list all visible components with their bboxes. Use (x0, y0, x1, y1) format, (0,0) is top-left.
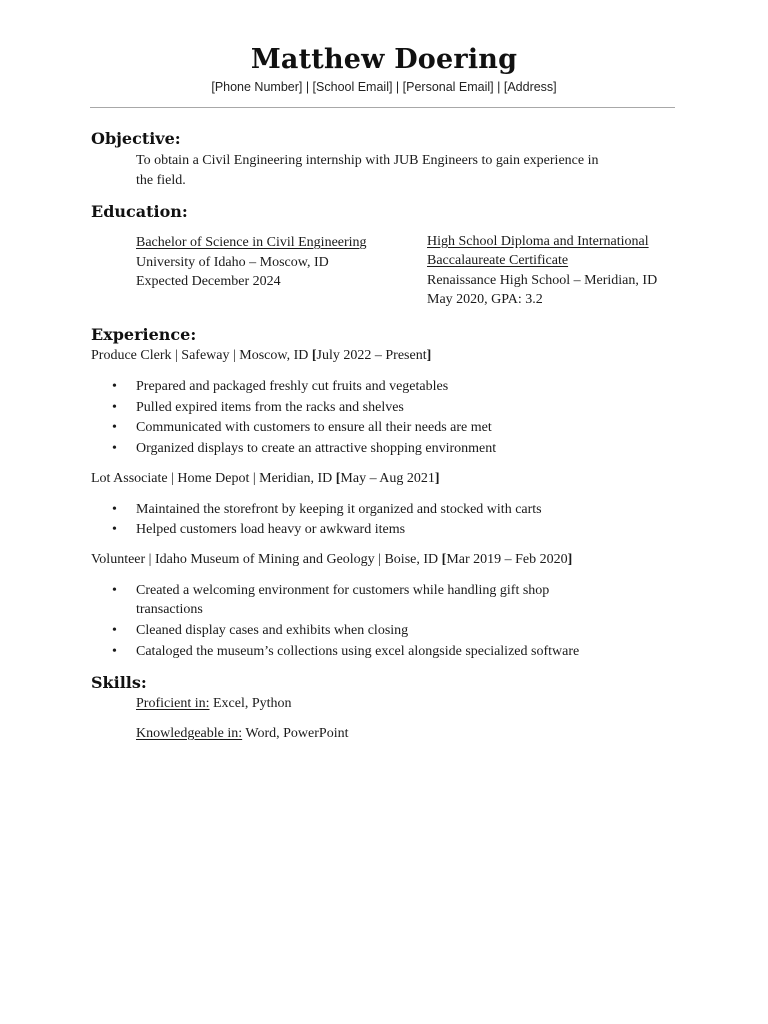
hs-degree-line-2: Baccalaureate Certificate (427, 253, 569, 268)
college-date: Expected December 2024 (136, 274, 281, 289)
job-bullet: Pulled expired items from the racks and shelves (136, 400, 404, 415)
proficient-label: Proficient in: (136, 696, 210, 711)
job-bullet: Organized displays to create an attractive shopping environment (136, 441, 497, 456)
bullet-icon: • (112, 400, 117, 415)
skills-heading: Skills: (91, 673, 147, 692)
experience-heading: Experience: (91, 325, 197, 344)
objective-text-line-2: the field. (136, 173, 186, 188)
bullet-icon: • (112, 379, 117, 394)
job-title-line (91, 469, 440, 489)
job-title-line (91, 550, 572, 570)
college-degree: Bachelor of Science in Civil Engineering (136, 235, 367, 250)
bracket-open: [ (441, 552, 447, 567)
proficient-value: Excel, Python (209, 696, 292, 711)
job-title-line (91, 346, 431, 366)
job-bullet: Communicated with customers to ensure all their needs are met (136, 420, 492, 435)
bullet-icon: • (112, 441, 117, 456)
education-heading: Education: (91, 202, 188, 221)
job-dates: July 2022 – Present (316, 348, 427, 363)
bullet-icon: • (112, 502, 117, 517)
job-bullet: Created a welcoming environment for customers while handling gift shop (136, 583, 550, 598)
header-divider (90, 107, 675, 108)
bullet-icon: • (112, 420, 117, 435)
college-school: University of Idaho – Moscow, ID (136, 255, 329, 270)
bracket-close: ] (567, 552, 573, 567)
hs-degree-line-1: High School Diploma and International (427, 234, 649, 249)
job-bullet: Helped customers load heavy or awkward items (136, 522, 406, 537)
objective-text-line-1: To obtain a Civil Engineering internship with JUB Engineers to gain experience in (136, 153, 599, 168)
bullet-icon: • (112, 583, 117, 598)
skills-proficient (136, 694, 292, 714)
contact-line: [Phone Number] | [School Email] | [Personal Email] | [Address] (211, 80, 557, 94)
bullet-icon: • (112, 623, 117, 638)
job-bullet: Cataloged the museum’s collections using excel alongside specialized software (136, 644, 580, 659)
job-bullet: Prepared and packaged freshly cut fruits and vegetables (136, 379, 449, 394)
bracket-open: [ (335, 471, 341, 486)
bracket-close: ] (434, 471, 440, 486)
job-title: Lot Associate | Home Depot | Meridian, ID (91, 471, 336, 486)
job-dates: May – Aug 2021 (340, 471, 435, 486)
hs-date: May 2020, GPA: 3.2 (427, 292, 543, 307)
resume-name: Matthew Doering (250, 44, 518, 75)
bullet-icon: • (112, 522, 117, 537)
bracket-close: ] (426, 348, 432, 363)
job-title: Produce Clerk | Safeway | Moscow, ID (91, 348, 312, 363)
skills-knowledgeable (136, 724, 348, 744)
knowledgeable-label: Knowledgeable in: (136, 726, 243, 741)
bracket-open: [ (311, 348, 317, 363)
job-dates: Mar 2019 – Feb 2020 (446, 552, 568, 567)
job-title: Volunteer | Idaho Museum of Mining and Geology | Boise, ID (91, 552, 442, 567)
objective-heading: Objective: (91, 129, 181, 148)
job-bullet-continued: transactions (136, 602, 203, 617)
bullet-icon: • (112, 644, 117, 659)
job-bullet: Maintained the storefront by keeping it organized and stocked with carts (136, 502, 542, 517)
knowledgeable-value: Word, PowerPoint (242, 726, 349, 741)
job-bullet: Cleaned display cases and exhibits when closing (136, 623, 409, 638)
hs-school: Renaissance High School – Meridian, ID (427, 273, 658, 288)
